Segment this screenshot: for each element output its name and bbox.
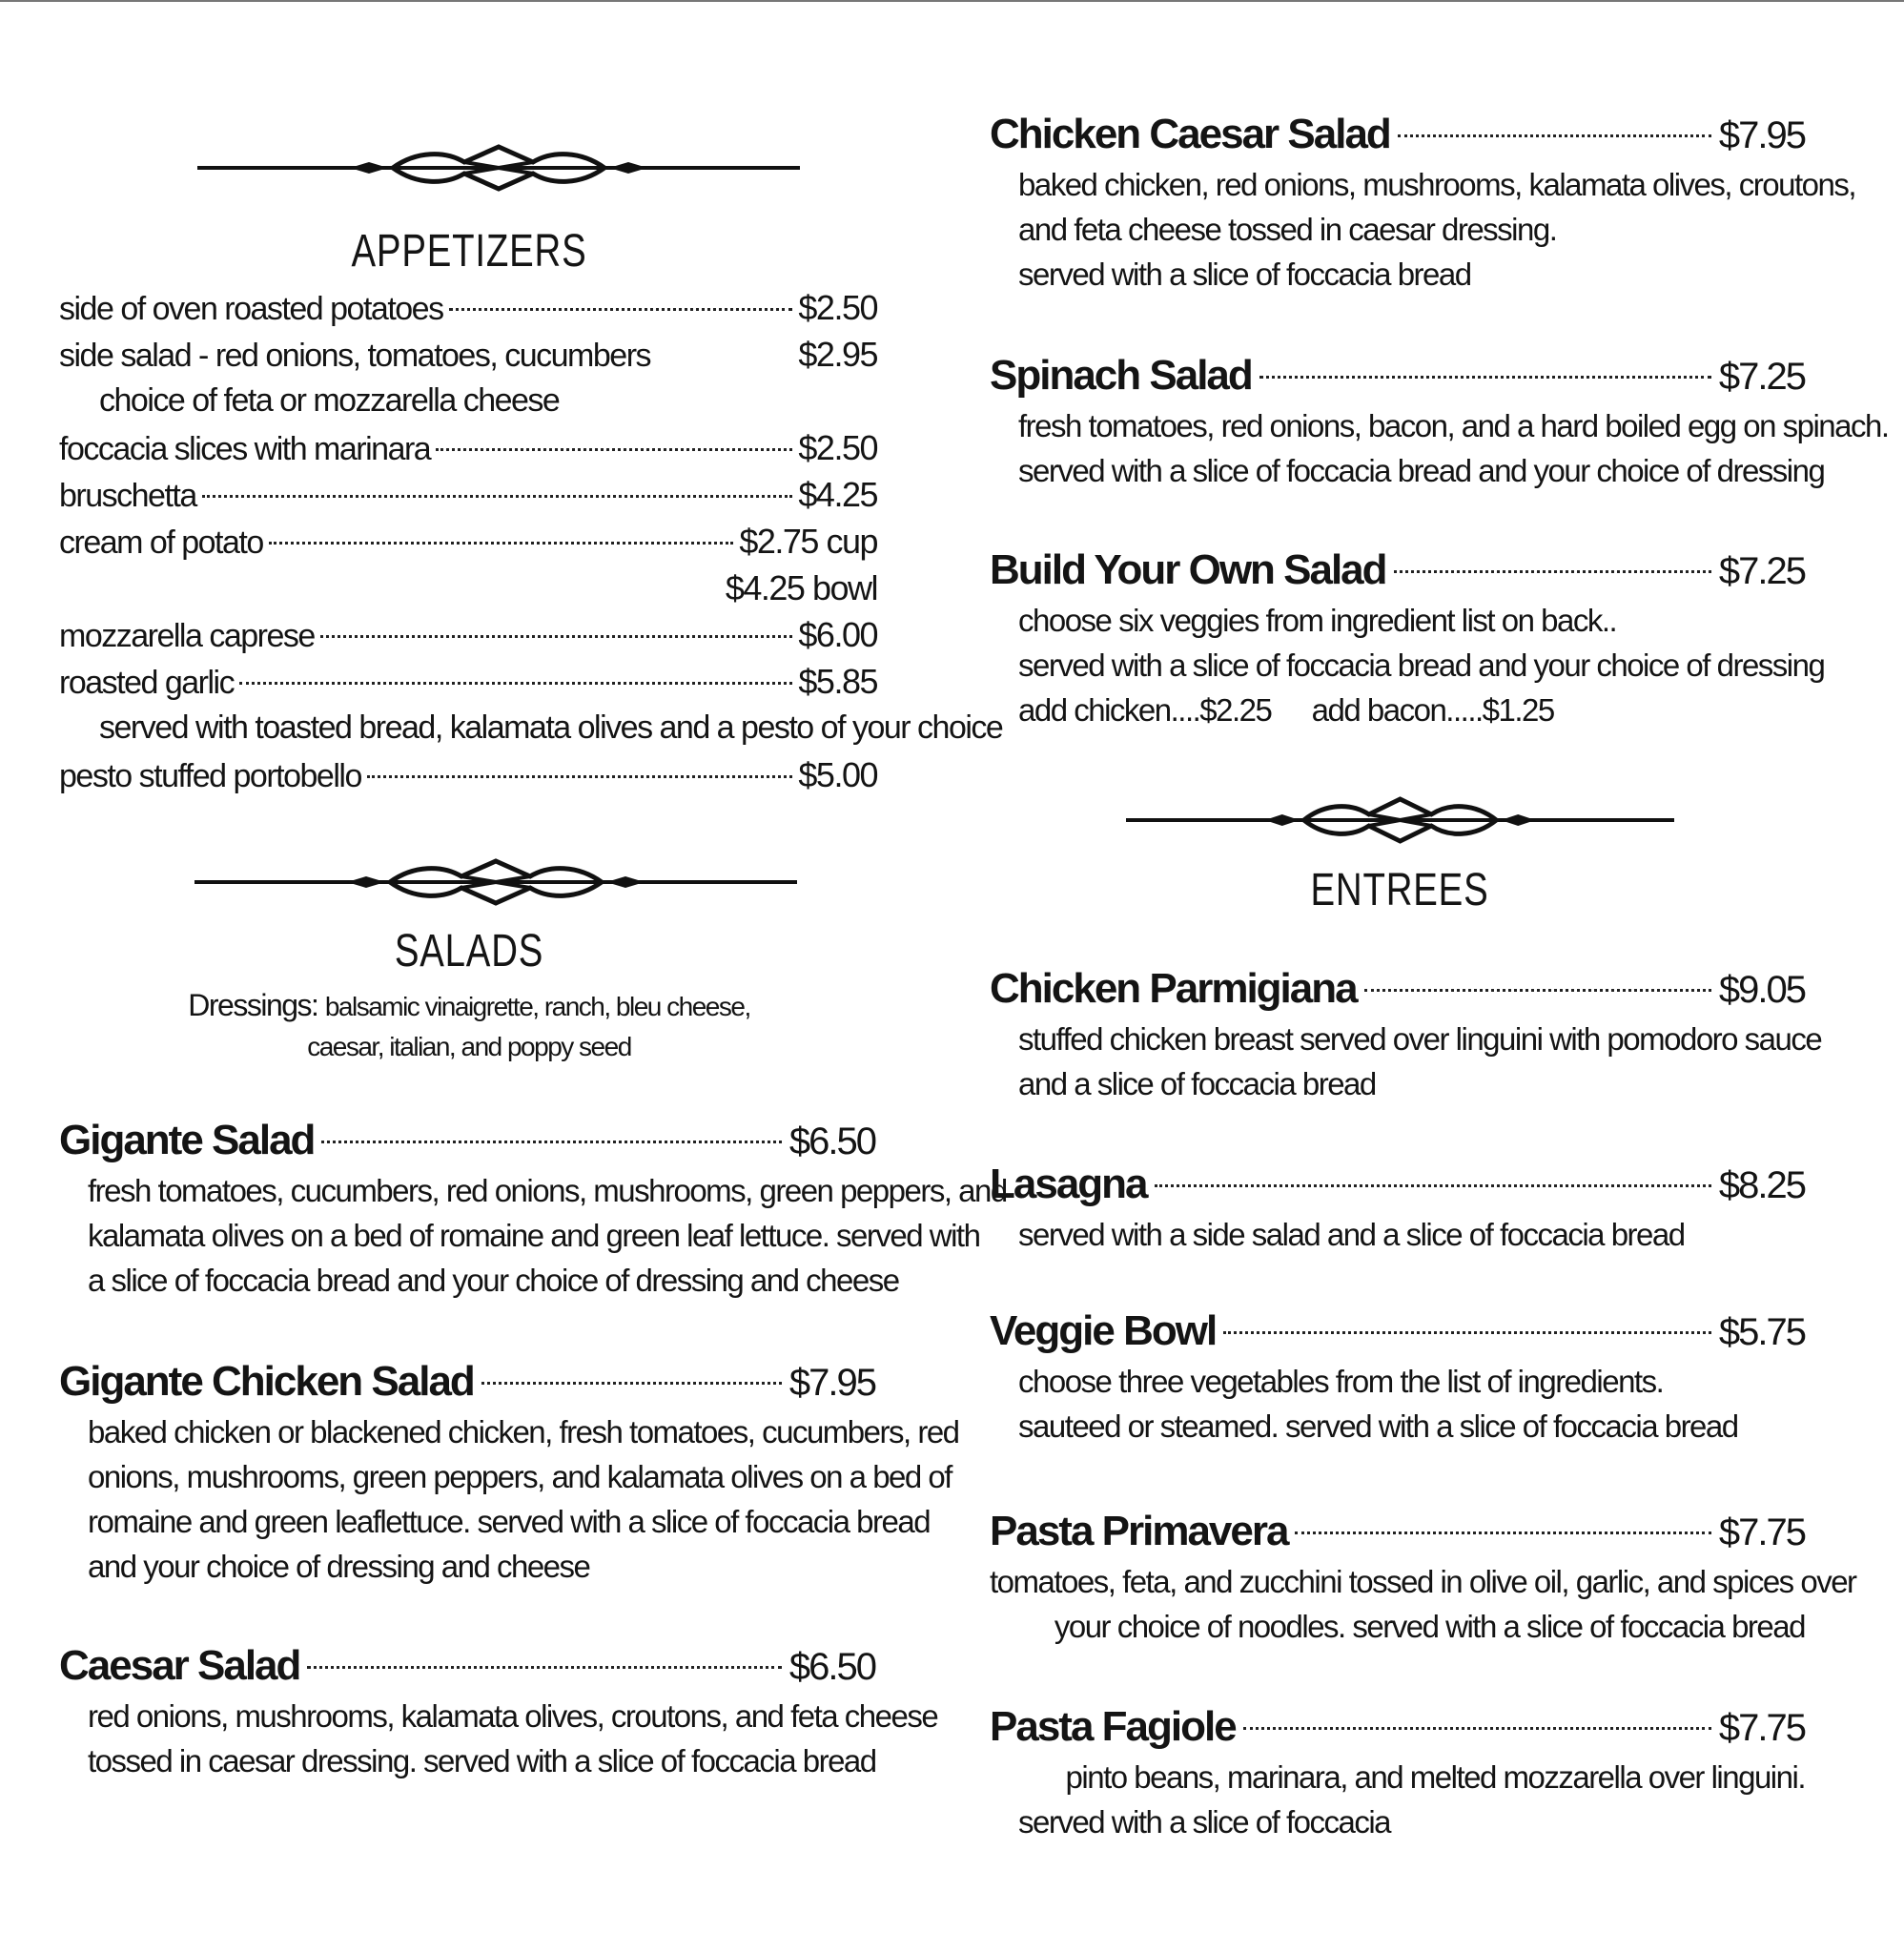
item-addons xyxy=(990,688,1805,732)
appetizers-title: APPETIZERS xyxy=(351,226,587,277)
addon-bacon: add bacon.....$1.25 xyxy=(1311,692,1554,728)
dot-leader xyxy=(481,1382,782,1385)
item-price: $2.50 xyxy=(798,428,877,467)
dot-leader xyxy=(449,308,793,311)
salads-title: SALADS xyxy=(394,926,544,976)
menu-item-caesar-salad xyxy=(59,1638,938,1783)
item-price: $7.75 xyxy=(1718,1511,1805,1553)
dot-leader xyxy=(1295,1532,1710,1534)
item-description: and your choice of dressing and cheese xyxy=(88,1549,590,1584)
item-price: $6.50 xyxy=(788,1646,875,1688)
item-name: Caesar Salad xyxy=(59,1642,300,1689)
menu-item-build-your-own-salad xyxy=(990,543,1825,732)
appetizer-item xyxy=(59,658,877,705)
dot-leader xyxy=(1394,570,1711,573)
dot-leader xyxy=(320,635,793,638)
dot-leader xyxy=(1155,1184,1711,1187)
item-name: side of oven roasted potatoes xyxy=(59,291,443,327)
dot-leader xyxy=(1259,376,1711,379)
item-description: fresh tomatoes, cucumbers, red onions, mushrooms, green peppers, and xyxy=(88,1173,1007,1208)
dot-leader xyxy=(239,682,792,685)
entrees-title: ENTREES xyxy=(1310,865,1489,915)
item-price: $4.25 bowl xyxy=(725,568,877,607)
appetizer-note xyxy=(59,378,877,424)
item-description: and feta cheese tossed in caesar dressing. xyxy=(1018,212,1557,247)
item-name: Pasta Primavera xyxy=(990,1508,1288,1554)
item-price: $5.00 xyxy=(798,755,877,794)
item-name: Chicken Parmigiana xyxy=(990,965,1357,1012)
item-note: choice of feta or mozzarella cheese xyxy=(99,382,560,419)
item-price: $9.05 xyxy=(1718,969,1805,1011)
dressings-list-line-2: caesar, italian, and poppy seed xyxy=(307,1032,631,1061)
menu-item-chicken-caesar-salad xyxy=(990,107,1855,297)
dot-leader xyxy=(269,542,734,545)
item-name: Gigante Chicken Salad xyxy=(59,1358,474,1405)
item-price: $7.25 xyxy=(1718,550,1805,592)
dot-leader xyxy=(1364,989,1711,992)
item-name: bruschetta xyxy=(59,478,196,514)
item-description: served with a side salad and a slice of foccacia bread xyxy=(1018,1217,1685,1252)
item-price: $7.95 xyxy=(788,1362,875,1404)
addon-chicken: add chicken....$2.25 xyxy=(1018,692,1272,728)
salads-divider-ornament xyxy=(194,853,797,911)
item-name: mozzarella caprese xyxy=(59,618,315,654)
menu-item-lasagna xyxy=(990,1157,1805,1257)
appetizer-item xyxy=(59,751,877,798)
item-description: red onions, mushrooms, kalamata olives, croutons, and feta cheese xyxy=(88,1698,938,1734)
dot-leader xyxy=(202,495,793,498)
item-description: choose six veggies from ingredient list on back.. xyxy=(1018,603,1617,638)
item-price: $2.75 cup xyxy=(739,522,877,561)
appetizer-item xyxy=(59,284,877,331)
appetizers-list xyxy=(59,284,1003,798)
item-name: Spinach Salad xyxy=(990,352,1252,399)
menu-item-gigante-salad xyxy=(59,1113,1007,1303)
item-description: served with a slice of foccacia xyxy=(1018,1804,1391,1840)
dot-leader xyxy=(307,1666,781,1669)
item-description: tossed in caesar dressing. served with a slice of foccacia bread xyxy=(88,1743,876,1778)
dressings-list-line-1: balsamic vinaigrette, ranch, bleu cheese, xyxy=(324,992,750,1021)
item-name: Gigante Salad xyxy=(59,1117,315,1163)
dot-leader xyxy=(436,448,792,451)
item-name: Veggie Bowl xyxy=(990,1307,1217,1354)
menu-item-gigante-chicken-salad xyxy=(59,1354,959,1589)
item-price: $2.95 xyxy=(798,335,877,374)
item-description: pinto beans, marinara, and melted mozzarella over linguini. xyxy=(1065,1759,1805,1795)
item-description: kalamata olives on a bed of romaine and green leaf lettuce. served with xyxy=(88,1218,980,1253)
item-name: side salad - red onions, tomatoes, cucumbers xyxy=(59,338,651,374)
item-price: $4.25 xyxy=(798,475,877,514)
dot-leader xyxy=(1223,1331,1711,1334)
item-name: Build Your Own Salad xyxy=(990,546,1386,593)
item-description: and a slice of foccacia bread xyxy=(1018,1066,1376,1101)
menu-item-spinach-salad xyxy=(990,348,1889,493)
item-description: baked chicken, red onions, mushrooms, kalamata olives, croutons, xyxy=(1018,167,1855,202)
item-price: $7.95 xyxy=(1718,114,1805,156)
menu-item-chicken-parmigiana xyxy=(990,961,1822,1106)
item-name: roasted garlic xyxy=(59,665,235,701)
item-description: baked chicken or blackened chicken, fresh tomatoes, cucumbers, red xyxy=(88,1414,959,1449)
appetizer-note xyxy=(59,705,1003,751)
appetizer-item xyxy=(59,331,877,378)
item-price: $2.50 xyxy=(798,288,877,327)
menu-item-veggie-bowl xyxy=(990,1304,1805,1449)
item-description: choose three vegetables from the list of ingredients. xyxy=(1018,1364,1664,1399)
dressings-label: Dressings: xyxy=(188,988,318,1022)
item-name: cream of potato xyxy=(59,524,263,561)
item-name: Pasta Fagiole xyxy=(990,1703,1236,1750)
item-description: stuffed chicken breast served over linguini with pomodoro sauce xyxy=(1018,1021,1822,1057)
appetizer-item xyxy=(59,518,877,565)
appetizer-item-alt-price xyxy=(59,565,877,611)
item-name: Chicken Caesar Salad xyxy=(990,111,1390,157)
page-top-border xyxy=(0,0,1904,2)
dot-leader xyxy=(321,1141,781,1143)
item-description: served with a slice of foccacia bread xyxy=(1018,257,1471,292)
dressings-note xyxy=(154,985,784,1067)
dot-leader xyxy=(1398,134,1711,137)
appetizer-item xyxy=(59,424,877,471)
appetizer-item xyxy=(59,611,877,658)
item-price: $6.50 xyxy=(788,1120,875,1162)
dot-leader xyxy=(1243,1727,1711,1730)
item-description: romaine and green leaflettuce. served with a slice of foccacia bread xyxy=(88,1504,931,1539)
item-description: a slice of foccacia bread and your choice of dressing and cheese xyxy=(88,1263,899,1298)
dot-leader xyxy=(367,775,793,778)
item-description: tomatoes, feta, and zucchini tossed in olive oil, garlic, and spices over xyxy=(990,1564,1856,1599)
menu-item-pasta-primavera xyxy=(990,1504,1856,1649)
item-name: Lasagna xyxy=(990,1161,1147,1207)
item-description: your choice of noodles. served with a slice of foccacia bread xyxy=(1054,1609,1805,1644)
item-description: served with a slice of foccacia bread and your choice of dressing xyxy=(1018,453,1825,488)
item-price: $5.85 xyxy=(798,662,877,701)
item-note: served with toasted bread, kalamata olives and a pesto of your choice xyxy=(99,709,1003,746)
item-description: sauteed or steamed. served with a slice of foccacia bread xyxy=(1018,1408,1738,1444)
item-description: served with a slice of foccacia bread and your choice of dressing xyxy=(1018,648,1825,683)
item-price: $8.25 xyxy=(1718,1164,1805,1206)
item-description: onions, mushrooms, green peppers, and kalamata olives on a bed of xyxy=(88,1459,952,1494)
item-price: $6.00 xyxy=(798,615,877,654)
item-name: pesto stuffed portobello xyxy=(59,758,361,794)
appetizer-item xyxy=(59,471,877,518)
item-price: $7.75 xyxy=(1718,1707,1805,1749)
entrees-divider-ornament xyxy=(1126,791,1674,849)
appetizers-divider-ornament xyxy=(197,139,800,196)
item-description: fresh tomatoes, red onions, bacon, and a hard boiled egg on spinach. xyxy=(1018,408,1889,443)
item-name: foccacia slices with marinara xyxy=(59,431,431,467)
menu-item-pasta-fagiole xyxy=(990,1699,1805,1844)
item-price: $7.25 xyxy=(1718,356,1805,398)
item-price: $5.75 xyxy=(1718,1311,1805,1353)
